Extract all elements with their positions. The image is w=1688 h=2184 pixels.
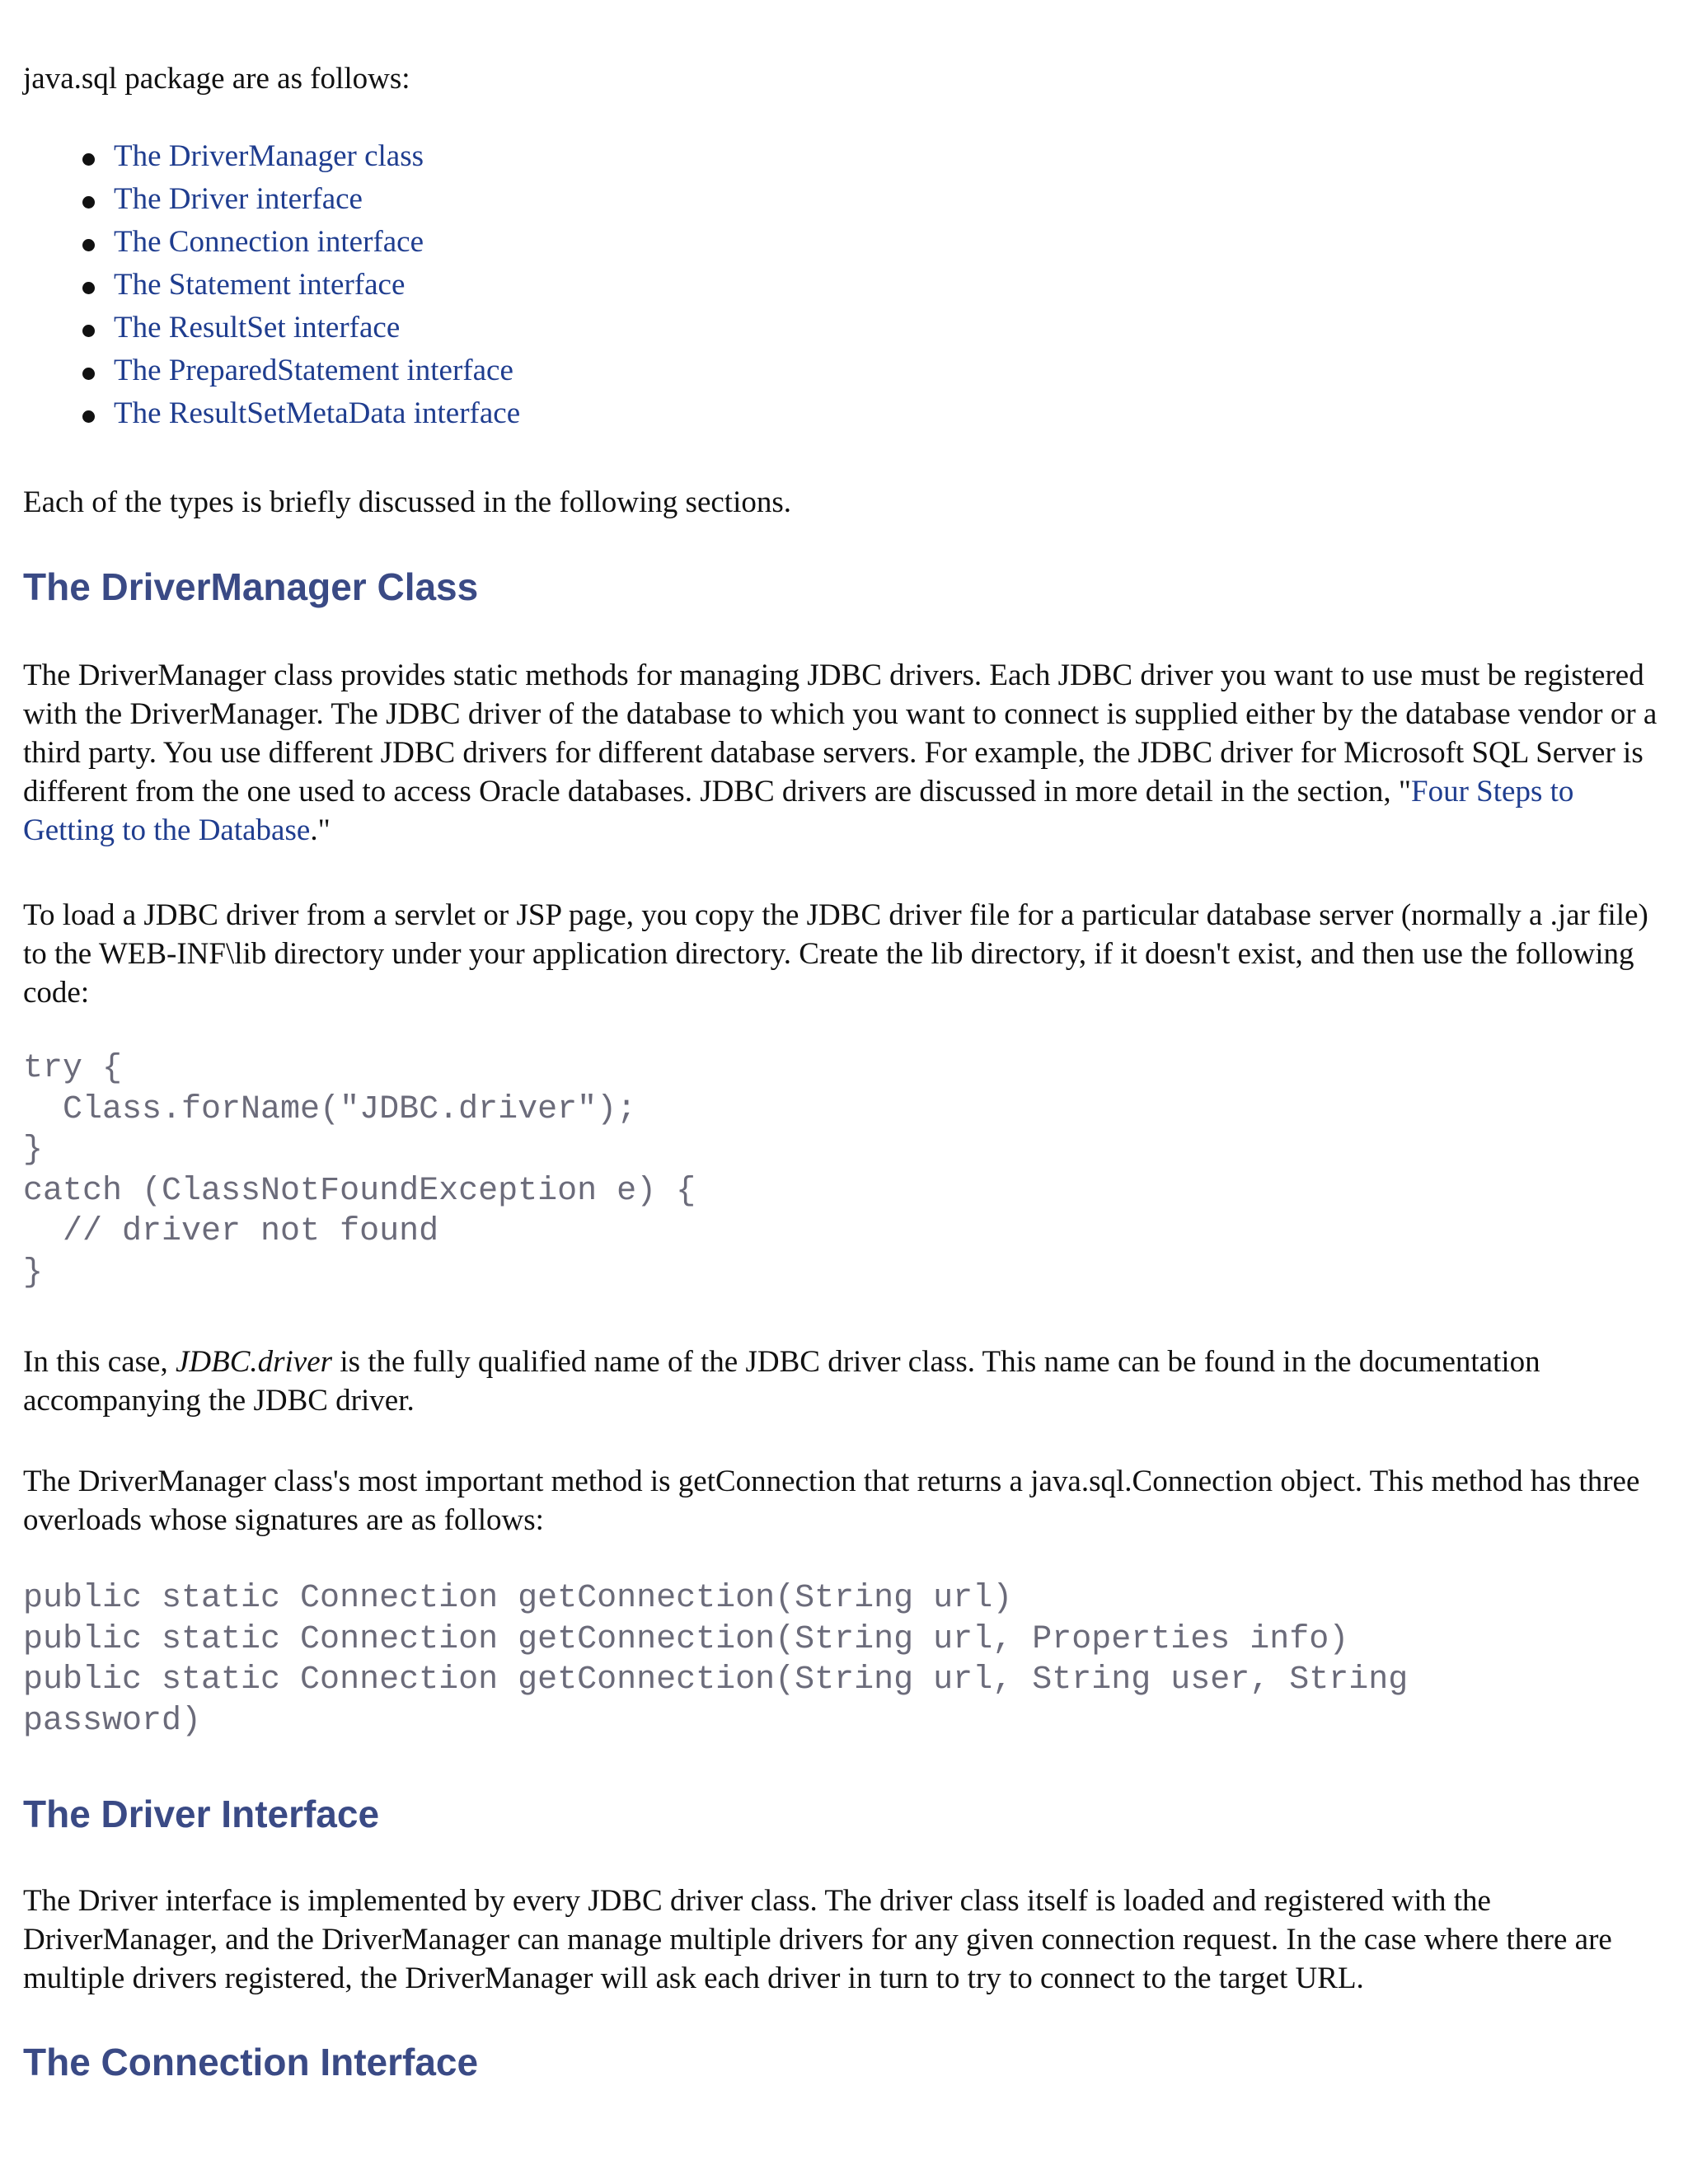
- toc-item: [114, 349, 520, 392]
- paragraph-text: is the fully qualified name of the JDBC driver class. This name can be found in the documentation accompanying the JDBC driver.: [23, 1345, 1540, 1418]
- toc-item: [114, 221, 520, 264]
- toc-link-resultset[interactable]: The ResultSet interface: [114, 311, 401, 344]
- drivermanager-paragraph-1: [23, 656, 1663, 850]
- heading-driver-interface: The Driver Interface: [23, 1793, 380, 1835]
- four-steps-link[interactable]: Four Steps to Getting to the Database: [23, 775, 1574, 847]
- driver-paragraph: The Driver interface is implemented by every JDBC driver class. The driver class itself is loaded and registered with the DriverManager, and the DriverManager can manage multiple drivers for any given connection request. In the case where there are multiple drivers registered, the DriverManager will ask each driver in turn to try to connect to the target URL.: [23, 1884, 1612, 1995]
- paragraph-text: .": [310, 813, 331, 847]
- toc-item: [114, 135, 520, 178]
- code-block-load-driver: try { Class.forName("JDBC.driver"); } catch (ClassNotFoundException e) { // driver not found }: [23, 1050, 696, 1291]
- drivermanager-paragraph-2: To load a JDBC driver from a servlet or JSP page, you copy the JDBC driver file for a particular database server (normally a .jar file) to the WEB-INF\lib directory under your application directory. Create the lib directory, if it doesn't exist, and then use the following code:: [23, 898, 1648, 1010]
- toc-link-drivermanager[interactable]: The DriverManager class: [114, 139, 424, 173]
- heading-connection-interface: The Connection Interface: [23, 2041, 479, 2083]
- code-block-getconnection: public static Connection getConnection(String url) public static Connection getConnection(String url, Properties info) public static Connection getConnection(String url, String user, String password): [23, 1580, 1409, 1740]
- toc-item: [114, 392, 520, 435]
- toc-link-preparedstatement[interactable]: The PreparedStatement interface: [114, 354, 513, 387]
- toc-link-resultsetmetadata[interactable]: The ResultSetMetaData interface: [114, 396, 521, 430]
- paragraph-text: The DriverManager class provides static methods for managing JDBC drivers. Each JDBC driver you want to use must be registered with the DriverManager. The JDBC driver of the database to which you want to connect is supplied either by the database vendor or a third party. You use different JDBC drivers for different database servers. For example, the JDBC driver for Microsoft SQL Server is different from the one used to access Oracle databases. JDBC drivers are discussed in more detail in the section, ": [23, 658, 1658, 808]
- toc-item: [114, 178, 520, 221]
- summary-text: Each of the types is briefly discussed in the following sections.: [23, 485, 792, 519]
- drivermanager-paragraph-3: [23, 1343, 1663, 1420]
- heading-drivermanager: The DriverManager Class: [23, 565, 479, 608]
- drivermanager-paragraph-4: The DriverManager class's most important method is getConnection that returns a java.sql.Connection object. This method has three overloads whose signatures are as follows:: [23, 1465, 1640, 1537]
- paragraph-text: In this case,: [23, 1345, 176, 1379]
- toc-item: [114, 307, 520, 349]
- toc-link-statement[interactable]: The Statement interface: [114, 268, 406, 302]
- intro-text: java.sql package are as follows:: [23, 62, 410, 96]
- toc-list: [23, 135, 520, 435]
- toc-link-driver[interactable]: The Driver interface: [114, 182, 363, 216]
- toc-item: [114, 264, 520, 307]
- toc-link-connection[interactable]: The Connection interface: [114, 225, 424, 259]
- italic-term: JDBC.driver: [175, 1345, 333, 1379]
